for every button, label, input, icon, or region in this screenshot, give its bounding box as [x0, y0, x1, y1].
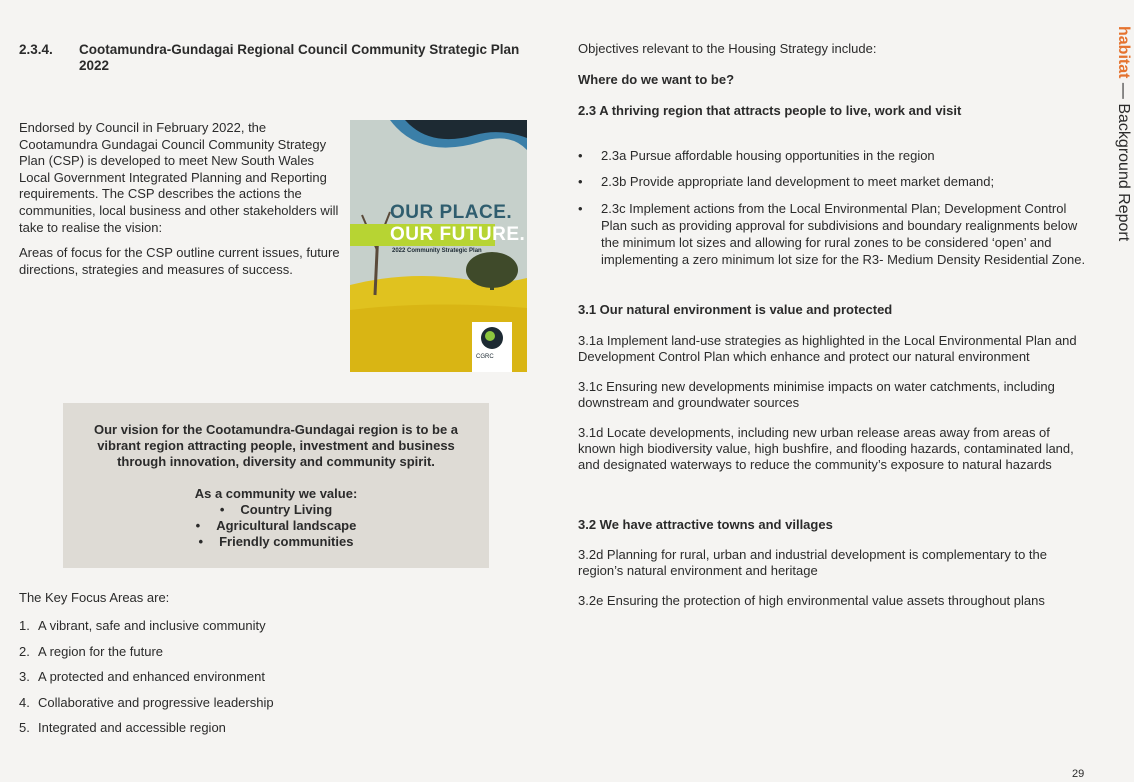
objective-2-3-list [578, 148, 1088, 268]
list-item: • 2.3c Implement actions from the Local Environmental Plan; Development Control Plan such as providing approval for subdivisions and boundary realignments below the minimum lot sizes and allowing for rural zones to be considered ‘open’ and implementing a zero minimum lot size for the R3- Medium Density Residential Zone. [578, 200, 1088, 268]
values-heading: As a community we value: [194, 486, 358, 501]
objective-3-2-heading: 3.2 We have attractive towns and villages [578, 517, 833, 532]
report-name: Background Report [1115, 103, 1132, 242]
brand-name: habitat [1115, 26, 1132, 79]
section-title: Cootamundra-Gundagai Regional Council Community Strategic Plan 2022 [79, 42, 520, 73]
cover-subtitle: 2022 Community Strategic Plan [392, 248, 482, 254]
csp-cover-image [350, 120, 527, 372]
vision-statement-box [63, 403, 489, 568]
list-item: 3. A protected and enhanced environment [19, 669, 265, 685]
key-focus-list [19, 618, 274, 746]
cover-title-line-2: OUR FUTURE. [390, 224, 526, 245]
value-item: • Agricultural landscape [63, 518, 489, 534]
value-item: • Country Living [63, 502, 489, 518]
objective-3-1a: 3.1a Implement land-use strategies as highlighted in the Local Environmental Plan and Development Control Plan which enhance and protect our natural environment [578, 333, 1077, 364]
objective-3-2d: 3.2d Planning for rural, urban and industrial development is complementary to the region’s natural environment and heritage [578, 547, 1047, 578]
objective-2-3-heading: 2.3 A thriving region that attracts people to live, work and visit [578, 103, 962, 118]
objective-3-1-heading: 3.1 Our natural environment is value and protected [578, 302, 893, 317]
objective-3-1d: 3.1d Locate developments, including new urban release areas away from areas of known high biodiversity value, high bushfire, and flooding hazards, contaminated land, and designated waterways to reduce the community’s exposure to natural hazards [578, 425, 1074, 472]
section-number: 2.3.4. [19, 42, 53, 57]
list-item: 4. Collaborative and progressive leadership [19, 694, 274, 710]
value-item: • Friendly communities [63, 534, 489, 550]
sidebar-title [1114, 26, 1132, 241]
intro-paragraph-1: Endorsed by Council in February 2022, the Cootamundra Gundagai Council Community Strategy Plan (CSP) is developed to meet New South Wales Local Government Integrated Planning and Reporting requirements. The CSP describes the actions the communities, local business and other stakeholders will take to realise the vision: [19, 120, 339, 235]
intro-text [19, 120, 341, 287]
cover-illustration [350, 120, 527, 372]
objective-3-2e: 3.2e Ensuring the protection of high environmental value assets throughout plans [578, 593, 1045, 608]
list-item: 2. A region for the future [19, 643, 164, 659]
objectives-column [578, 41, 1088, 609]
objective-3-1c: 3.1c Ensuring new developments minimise impacts on water catchments, including downstream and groundwater sources [578, 379, 1055, 410]
sidebar-dash: — [1115, 78, 1132, 104]
vision-statement: Our vision for the Cootamundra-Gundagai region is to be a vibrant region attracting people, investment and business through innovation, diversity and community spirit. [93, 422, 459, 469]
key-focus-intro: The Key Focus Areas are: [19, 590, 170, 605]
intro-paragraph-2: Areas of focus for the CSP outline current issues, future directions, strategies and measures of success. [19, 245, 340, 277]
list-item: 1. A vibrant, safe and inclusive community [19, 618, 266, 633]
list-item: • 2.3b Provide appropriate land development to meet market demand; [578, 174, 1088, 190]
values-list [63, 502, 489, 550]
council-logo-text: CGRC [476, 354, 494, 360]
objectives-question: Where do we want to be? [578, 72, 735, 87]
objectives-intro: Objectives relevant to the Housing Strategy include: [578, 41, 877, 56]
cover-title-line-1: OUR PLACE. [390, 202, 513, 223]
page-number: 29 [1072, 768, 1085, 780]
list-item: 5. Integrated and accessible region [19, 720, 226, 736]
list-item: • 2.3a Pursue affordable housing opportunities in the region [578, 148, 1088, 164]
